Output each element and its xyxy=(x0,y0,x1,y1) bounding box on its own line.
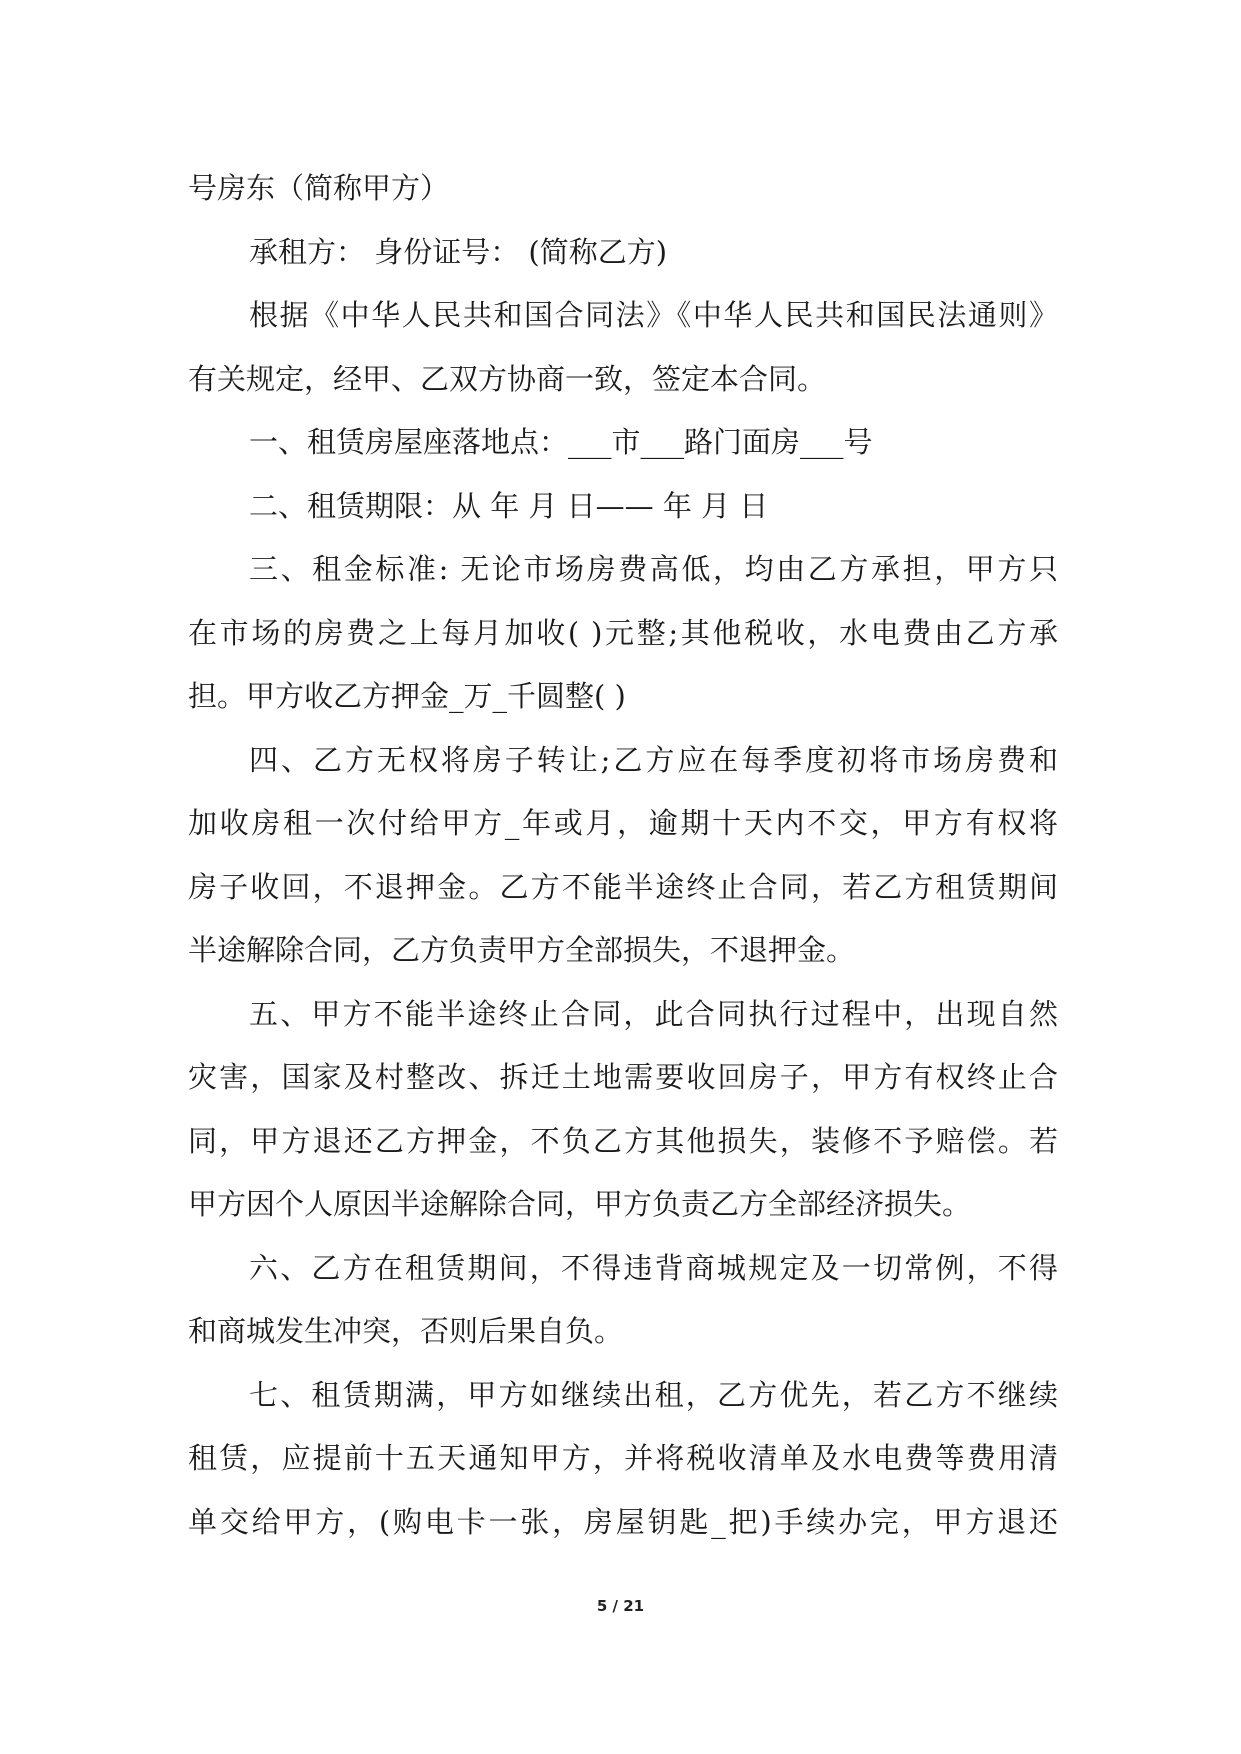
text-line: 同，甲方退还乙方押金，不负乙方其他损失，装修不予赔偿。若 xyxy=(188,1123,1058,1158)
text-line: 加收房租一次付给甲方_年或月，逾期十天内不交，甲方有权将 xyxy=(188,806,1058,840)
text-line: 四、乙方无权将房子转让;乙方应在每季度初将市场房费和 xyxy=(249,742,1058,777)
text-line: 三、租金标准: 无论市场房费高低，均由乙方承担，甲方只 xyxy=(249,552,1058,586)
text-line: 灾害，国家及村整改、拆迁土地需要收回房子，甲方有权终止合 xyxy=(188,1060,1058,1094)
text-line: 担。甲方收乙方押金_万_千圆整( ) xyxy=(188,679,626,713)
text-line: 号房东（简称甲方） xyxy=(188,171,450,205)
text-line: 二、租赁期限：从 年 月 日—— 年 月 日 xyxy=(249,488,769,523)
text-line: 半途解除合同，乙方负责甲方全部损失，不退押金。 xyxy=(188,933,856,967)
page-number: 5 / 21 xyxy=(596,1597,645,1615)
text-line: 承租方： 身份证号： (简称乙方) xyxy=(249,234,668,269)
text-line: 和商城发生冲突，否则后果自负。 xyxy=(188,1314,624,1348)
text-line: 有关规定，经甲、乙双方协商一致，签定本合同。 xyxy=(188,361,827,396)
text-line: 六、乙方在租赁期间，不得违背商城规定及一切常例，不得 xyxy=(249,1250,1058,1285)
text-line: 七、租赁期满，甲方如继续出租，乙方优先，若乙方不继续 xyxy=(249,1377,1058,1412)
text-line: 五、甲方不能半途终止合同，此合同执行过程中，出现自然 xyxy=(249,996,1058,1031)
text-line: 甲方因个人原因半途解除合同，甲方负责乙方全部经济损失。 xyxy=(188,1187,972,1221)
document-body xyxy=(188,157,1058,1554)
text-line: 一、租赁房屋座落地点：___市___路门面房___号 xyxy=(249,425,873,459)
text-line: 单交给甲方，(购电卡一张，房屋钥匙_把)手续办完，甲方退还 xyxy=(188,1504,1058,1539)
text-line: 租赁，应提前十五天通知甲方，并将税收清单及水电费等费用清 xyxy=(188,1441,1058,1475)
text-line: 房子收回，不退押金。乙方不能半途终止合同，若乙方租赁期间 xyxy=(188,869,1058,904)
text-line: 在市场的房费之上每月加收( )元整;其他税收，水电费由乙方承 xyxy=(188,615,1058,650)
text-line: 根据《中华人民共和国合同法》《中华人民共和国民法通则》 xyxy=(249,298,1058,332)
